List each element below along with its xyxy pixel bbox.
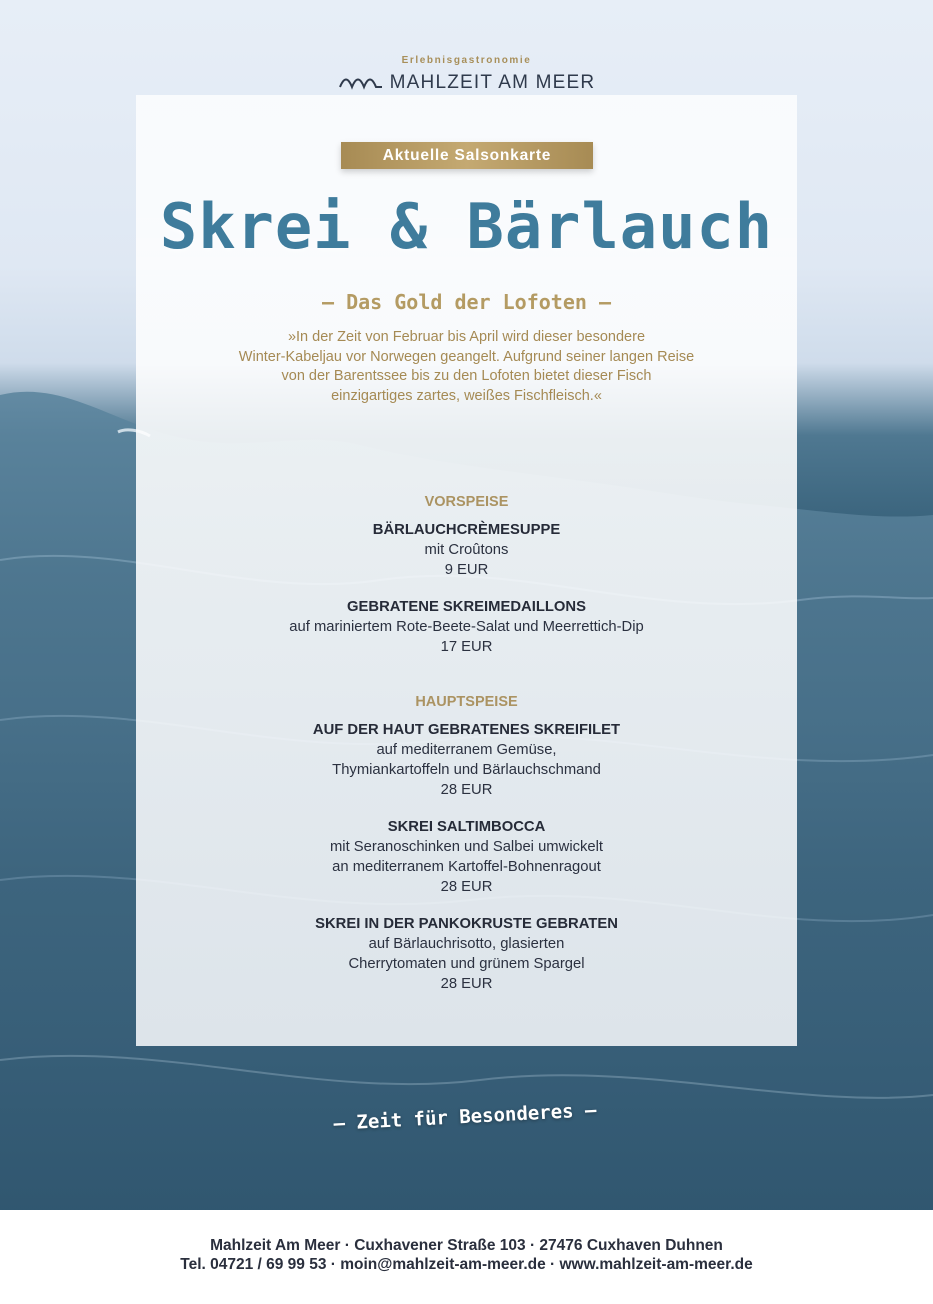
brand-subtitle: Erlebnisgastronomie bbox=[401, 55, 532, 66]
intro-line: einzigartiges zartes, weißes Fischfleisch.« bbox=[331, 388, 602, 405]
dish-name: SKREI SALTIMBOCCA bbox=[387, 819, 546, 835]
dish-price: 28 EUR bbox=[440, 782, 493, 798]
section-title: HAUPTSPEISE bbox=[415, 694, 518, 710]
section-vorspeise bbox=[136, 492, 797, 657]
brand-header bbox=[0, 55, 933, 96]
menu-subtitle: – Das Gold der Lofoten – bbox=[322, 290, 611, 314]
footer-contact bbox=[0, 1236, 933, 1274]
dish-description: mit Croûtons bbox=[424, 542, 509, 558]
dish-description: auf mariniertem Rote-Beete-Salat und Meerrettich-Dip bbox=[289, 619, 644, 635]
dish-name: BÄRLAUCHCRÈMESUPPE bbox=[372, 522, 561, 538]
dish-price: 17 EUR bbox=[440, 639, 493, 655]
dish-price: 28 EUR bbox=[440, 976, 493, 992]
dish-description: mit Seranoschinken und Salbei umwickelt bbox=[329, 839, 604, 855]
tagline: – Zeit für Besonderes – bbox=[333, 1099, 597, 1135]
season-badge: Aktuelle Salsonkarte bbox=[341, 142, 593, 169]
footer-address: Mahlzeit Am Meer · Cuxhavener Straße 103 · 27476 Cuxhaven Duhnen bbox=[210, 1237, 723, 1254]
intro-line: von der Barentssee bis zu den Lofoten bietet dieser Fisch bbox=[281, 368, 652, 385]
section-hauptspeise bbox=[136, 692, 797, 994]
dish-description: auf mediterranem Gemüse, bbox=[376, 742, 557, 758]
brand-logo bbox=[338, 72, 596, 94]
intro-line: Winter-Kabeljau vor Norwegen geangelt. Aufgrund seiner langen Reise bbox=[238, 348, 695, 365]
menu-title: Skrei & Bärlauch bbox=[159, 190, 774, 263]
footer-contact-line: Tel. 04721 / 69 99 53 · moin@mahlzeit-am-meer.de · www.mahlzeit-am-meer.de bbox=[180, 1256, 753, 1273]
brand-name: MAHLZEIT AM MEER bbox=[389, 72, 596, 93]
intro-line: »In der Zeit von Februar bis April wird dieser besondere bbox=[287, 329, 646, 345]
dish-name: SKREI IN DER PANKOKRUSTE GEBRATEN bbox=[315, 916, 618, 932]
dish-price: 28 EUR bbox=[440, 879, 493, 895]
intro-text bbox=[200, 328, 733, 407]
dish-name: GEBRATENE SKREIMEDAILLONS bbox=[347, 599, 586, 615]
dish-name: AUF DER HAUT GEBRATENES SKREIFILET bbox=[312, 722, 621, 738]
dish-description: auf Bärlauchrisotto, glasierten bbox=[368, 936, 565, 952]
wave-logo-icon bbox=[338, 75, 384, 91]
dish-description: an mediterranem Kartoffel-Bohnenragout bbox=[332, 859, 601, 875]
dish-description: Cherrytomaten und grünem Spargel bbox=[348, 956, 585, 972]
dish-description: Thymiankartoffeln und Bärlauchschmand bbox=[332, 762, 601, 778]
dish-price: 9 EUR bbox=[444, 562, 489, 578]
section-title: VORSPEISE bbox=[424, 494, 509, 510]
